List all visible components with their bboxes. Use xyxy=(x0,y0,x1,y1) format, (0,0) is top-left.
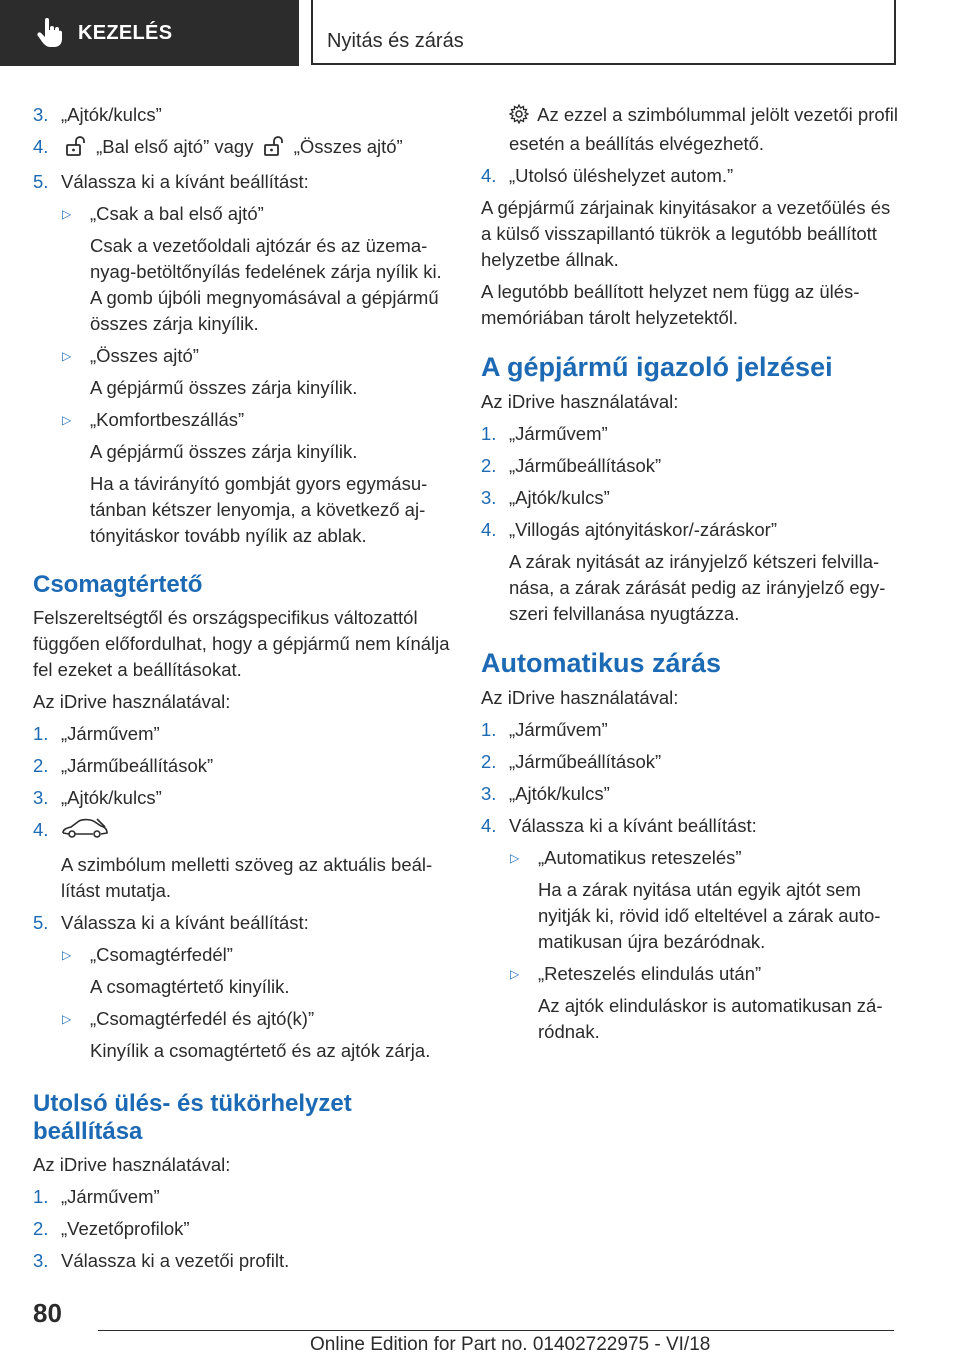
step-number: 2. xyxy=(481,455,497,476)
note xyxy=(481,102,899,157)
list-item xyxy=(481,749,899,775)
option-desc: Az ajtók elinduláskor is automatikusan záródnak. xyxy=(538,995,883,1042)
option-label: „Komfortbeszállás” xyxy=(90,409,245,430)
option-desc: A gépjármű összes zárja kinyílik. xyxy=(90,441,358,462)
paragraph: Az iDrive használatával: xyxy=(33,1154,231,1175)
page-number: 80 xyxy=(33,1298,62,1328)
option-desc: Kinyílik a csomagtértető és az ajtók zárja. xyxy=(90,1040,431,1061)
list-item xyxy=(481,717,899,743)
option-item xyxy=(33,1006,451,1032)
footer-edition: Online Edition for Part no. 01402722975 - VI/18 xyxy=(310,1334,711,1355)
step-text: „Ajtók/kulcs” xyxy=(61,787,162,808)
option-desc: A gépjármű összes zárja kinyílik. xyxy=(90,377,358,398)
list-item xyxy=(481,421,899,447)
chapter-label: KEZELÉS xyxy=(78,22,173,44)
step-desc: A szimbólum melletti szöveg az aktuális beállítást mutatja. xyxy=(61,854,433,901)
triangle-bullet-icon: ▷ xyxy=(62,207,72,221)
option-item xyxy=(33,407,451,433)
step-text: „Ajtók/kulcs” xyxy=(509,783,610,804)
option-desc: Ha a zárak nyitása után egyik ajtót sem nyitják ki, rövid idő elteltével a zárak automatikusan újra bezáródnak. xyxy=(538,879,881,952)
step-text: Válassza ki a vezetői profilt. xyxy=(61,1250,290,1271)
step-number: 3. xyxy=(481,783,497,804)
section-title: Nyitás és zárás xyxy=(327,30,464,52)
step-text: „Villogás ajtónyitáskor/-záráskor” xyxy=(509,519,778,540)
step-number: 4. xyxy=(33,819,49,840)
list-item xyxy=(33,817,451,846)
note-text: Az ezzel a szimbólummal jelölt vezetői profil esetén a beállítás elvégezhető. xyxy=(509,104,899,154)
chapter-tab xyxy=(0,0,299,66)
step-number: 2. xyxy=(33,755,49,776)
step-number: 2. xyxy=(33,1218,49,1239)
unlock-icon xyxy=(65,136,87,163)
option-label: „Csak a bal első ajtó” xyxy=(90,203,264,224)
triangle-bullet-icon: ▷ xyxy=(510,851,520,865)
list-item xyxy=(33,1248,451,1274)
option-label: „Csomagtérfedél” xyxy=(90,944,233,965)
gear-icon xyxy=(509,104,529,131)
step-text: „Ajtók/kulcs” xyxy=(509,487,610,508)
option-desc: A csomagtértető kinyílik. xyxy=(90,976,290,997)
option-label: „Automatikus reteszelés” xyxy=(538,847,742,868)
option-item xyxy=(33,942,451,968)
option-desc: Ha a távirányító gombját gyors egymásutánban kétszer lenyomja, a következő ajtónyitáskor tovább nyílik az ablak. xyxy=(90,473,428,546)
paragraph: A gépjármű zárjainak kinyitásakor a vezetőülés és a külső visszapillantó tükrök a legutóbb beállított helyzetbe állnak. xyxy=(481,197,891,270)
step-number: 1. xyxy=(481,719,497,740)
unlock-icon xyxy=(263,136,285,163)
step-number: 2. xyxy=(481,751,497,772)
list-item xyxy=(481,813,899,839)
list-item xyxy=(33,1216,451,1242)
option-label: „Csomagtérfedél és ajtó(k)” xyxy=(90,1008,315,1029)
step-text: Válassza ki a kívánt beállítást: xyxy=(61,171,309,192)
right-column xyxy=(481,102,899,1051)
footer-divider xyxy=(98,1330,894,1331)
step-number: 3. xyxy=(33,1250,49,1271)
step-number: 3. xyxy=(33,787,49,808)
step-number: 5. xyxy=(33,171,49,192)
list-item xyxy=(33,721,451,747)
section-heading: Automatikus zárás xyxy=(481,648,722,678)
triangle-bullet-icon: ▷ xyxy=(62,1012,72,1026)
triangle-bullet-icon: ▷ xyxy=(62,349,72,363)
step-text: „Bal első ajtó” vagy xyxy=(96,136,254,157)
paragraph: Az iDrive használatával: xyxy=(481,687,679,708)
step-number: 3. xyxy=(481,487,497,508)
option-label: „Összes ajtó” xyxy=(90,345,199,366)
step-text: „Ajtók/kulcs” xyxy=(61,104,162,125)
step-text: Válassza ki a kívánt beállítást: xyxy=(509,815,757,836)
triangle-bullet-icon: ▷ xyxy=(62,948,72,962)
step-text: „Utolsó üléshelyzet autom.” xyxy=(509,165,734,186)
step-number: 1. xyxy=(33,723,49,744)
paragraph: Az iDrive használatával: xyxy=(481,391,679,412)
paragraph: Az iDrive használatával: xyxy=(33,691,231,712)
step-text: „Járművem” xyxy=(509,719,608,740)
step-text: „Járművem” xyxy=(61,723,160,744)
list-item xyxy=(33,753,451,779)
step-number: 1. xyxy=(33,1186,49,1207)
option-item xyxy=(481,961,899,987)
section-heading: A gépjármű igazoló jelzései xyxy=(481,352,833,382)
heading-line: beállítása xyxy=(33,1118,143,1145)
step-desc: A zárak nyitását az irányjelző kétszeri felvillanása, a zárak zárását pedig az irányjelző egyszeri felvillanása nyugtázza. xyxy=(509,551,886,624)
step-number: 4. xyxy=(33,136,49,157)
section-heading xyxy=(33,1090,451,1146)
option-label: „Reteszelés elindulás után” xyxy=(538,963,762,984)
list-item xyxy=(481,453,899,479)
step-number: 4. xyxy=(481,815,497,836)
list-item xyxy=(481,781,899,807)
list-item xyxy=(33,1184,451,1210)
step-text: Válassza ki a kívánt beállítást: xyxy=(61,912,309,933)
hand-pointer-icon xyxy=(30,13,70,53)
list-item xyxy=(481,517,899,543)
section-heading: Csomagtértető xyxy=(33,571,203,598)
triangle-bullet-icon: ▷ xyxy=(62,413,72,427)
step-text: „Járműbeállítások” xyxy=(509,455,662,476)
step-number: 4. xyxy=(481,165,497,186)
step-text: „Vezetőprofilok” xyxy=(61,1218,190,1239)
list-item xyxy=(481,485,899,511)
list-item xyxy=(33,134,451,163)
step-number: 1. xyxy=(481,423,497,444)
option-item xyxy=(33,343,451,369)
paragraph: A legutóbb beállított helyzet nem függ az ülésmemóriában tárolt helyzetektől. xyxy=(481,281,860,328)
step-text: „Összes ajtó” xyxy=(293,136,403,157)
page-header xyxy=(0,0,960,66)
list-item xyxy=(33,910,451,936)
section-box xyxy=(311,0,896,65)
step-text: „Járművem” xyxy=(509,423,608,444)
list-item xyxy=(481,163,899,189)
step-number: 3. xyxy=(33,104,49,125)
option-item xyxy=(481,845,899,871)
list-item xyxy=(33,785,451,811)
heading-line: Utolsó ülés- és tükörhelyzet xyxy=(33,1090,352,1117)
car-outline-icon xyxy=(61,817,109,846)
step-number: 4. xyxy=(481,519,497,540)
step-text: „Járművem” xyxy=(61,1186,160,1207)
left-column xyxy=(33,102,451,1280)
list-item xyxy=(33,169,451,195)
step-number: 5. xyxy=(33,912,49,933)
list-item xyxy=(33,102,451,128)
step-text: „Járműbeállítások” xyxy=(61,755,214,776)
step-text: „Járműbeállítások” xyxy=(509,751,662,772)
option-desc: Csak a vezetőoldali ajtózár és az üzemanyag-betöltőnyílás fedelének zárja nyílik ki. A gomb újbóli megnyomásával a gépjármű összes zárja kinyílik. xyxy=(90,235,442,334)
option-item xyxy=(33,201,451,227)
paragraph: Felszereltségtől és országspecifikus változattól függően előfordulhat, hogy a gépjármű nem kínálja fel ezeket a beállításokat. xyxy=(33,607,450,680)
triangle-bullet-icon: ▷ xyxy=(510,967,520,981)
